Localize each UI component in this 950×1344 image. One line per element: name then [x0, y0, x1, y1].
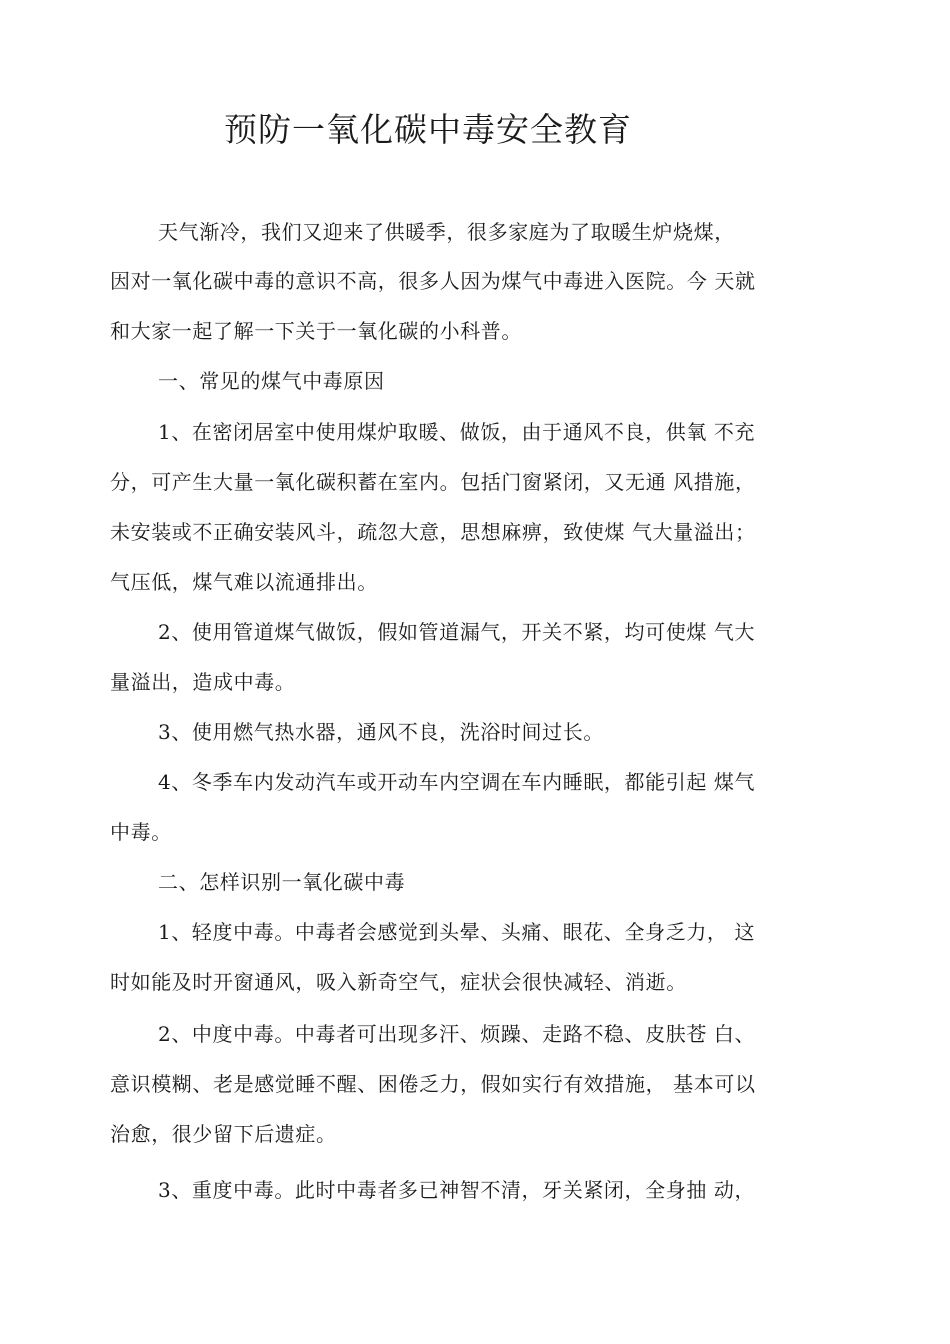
paragraph-line: 气压低，煤气难以流通排出。	[110, 570, 378, 594]
paragraph-line: 治愈，很少留下后遗症。	[110, 1122, 337, 1146]
paragraph-line: 未安装或不正确安装风斗，疏忽大意，思想麻痹，致使煤 气大量溢出；	[110, 520, 756, 544]
paragraph-line: 3、重度中毒。此时中毒者多已神智不清，牙关紧闭，全身抽 动，	[158, 1178, 756, 1202]
paragraph-line: 4、冬季车内发动汽车或开动车内空调在车内睡眠，都能引起 煤气	[158, 770, 756, 794]
section-heading: 二、怎样识别一氧化碳中毒	[158, 870, 406, 894]
paragraph-line: 时如能及时开窗通风，吸入新奇空气，症状会很快减轻、消逝。	[110, 970, 687, 994]
document-title: 预防一氧化碳中毒安全教育	[224, 110, 632, 149]
paragraph-line: 1、轻度中毒。中毒者会感觉到头晕、头痛、眼花、全身乏力， 这	[158, 920, 756, 944]
paragraph-line: 和大家一起了解一下关于一氧化碳的小科普。	[110, 319, 522, 343]
paragraph-line: 1、在密闭居室中使用煤炉取暖、做饭，由于通风不良，供氧 不充	[158, 420, 756, 444]
paragraph-line: 分，可产生大量一氧化碳积蓄在室内。包括门窗紧闭，又无通 风措施，	[110, 470, 756, 494]
paragraph-line: 因对一氧化碳中毒的意识不高，很多人因为煤气中毒进入医院。今 天就	[110, 269, 756, 293]
paragraph-line: 2、中度中毒。中毒者可出现多汗、烦躁、走路不稳、皮肤苍 白、	[158, 1022, 756, 1046]
paragraph-line: 中毒。	[110, 820, 172, 844]
paragraph-line: 2、使用管道煤气做饭，假如管道漏气，开关不紧，均可使煤 气大	[158, 620, 756, 644]
paragraph-line: 天气渐冷，我们又迎来了供暖季，很多家庭为了取暖生炉烧煤，	[158, 220, 735, 244]
paragraph-line: 意识模糊、老是感觉睡不醒、困倦乏力，假如实行有效措施， 基本可以	[110, 1072, 756, 1096]
paragraph-line: 量溢出，造成中毒。	[110, 670, 296, 694]
paragraph-line: 3、使用燃气热水器，通风不良，洗浴时间过长。	[158, 720, 604, 744]
section-heading: 一、常见的煤气中毒原因	[158, 369, 385, 393]
